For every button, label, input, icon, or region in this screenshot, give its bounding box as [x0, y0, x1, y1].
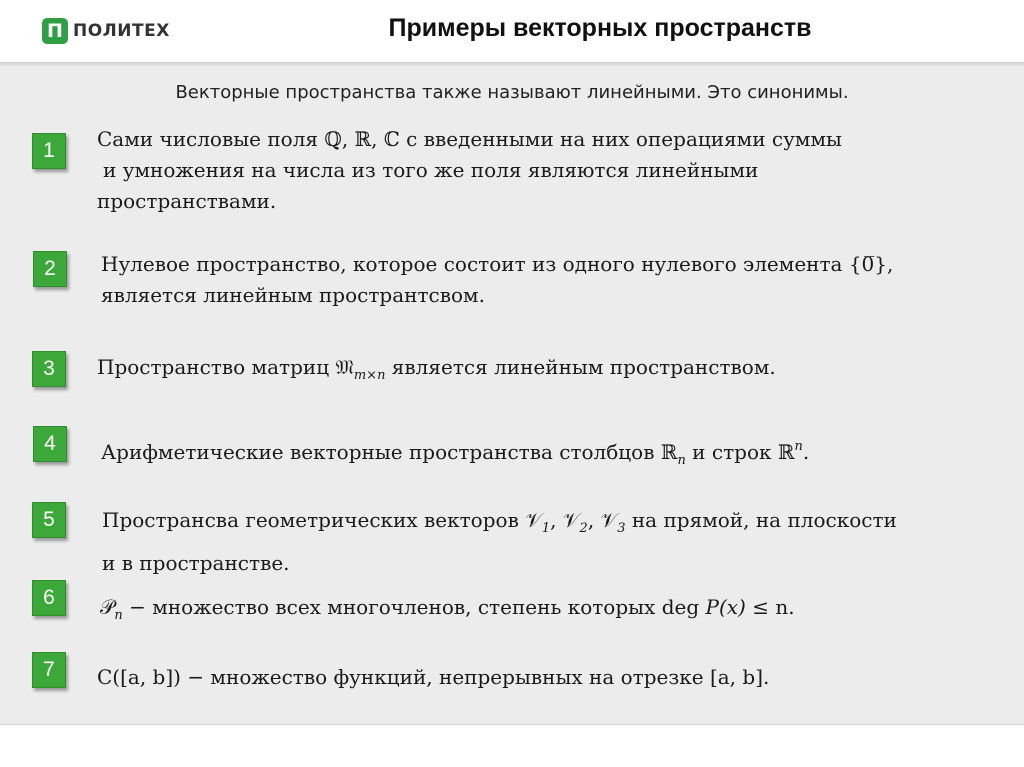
list-item [102, 505, 897, 579]
item-line: Пространсва геометрических векторов 𝒱$_1$, 𝒱$_2$, 𝒱$_3$ на прямой, на плоскости [102, 508, 897, 536]
math-superscript: n [794, 439, 803, 454]
slide-subtitle: Векторные пространства также называют линейными. Это синонимы. [175, 82, 849, 103]
item-number-badge: 1 [32, 133, 66, 169]
item-line: является линейным пространтсвом. [101, 283, 485, 307]
math-subscript: n [114, 608, 123, 623]
math-subscript: m×n [353, 368, 386, 383]
item-text: ≤ n. [745, 595, 795, 619]
item-number-badge: 5 [32, 502, 66, 538]
header [0, 0, 1024, 62]
math-expression: P(x) [705, 595, 746, 619]
math-symbol: 𝔐 [335, 355, 354, 379]
item-line: Нулевое пространство, которое состоит из одного нулевого элемента {0̅}, [101, 252, 894, 276]
math-symbol: ℝ [777, 440, 795, 464]
item-number-badge: 3 [32, 351, 66, 387]
item-text: на прямой, на плоскости [625, 508, 897, 532]
item-text: − множество всех многочленов, степень которых deg [122, 595, 706, 619]
item-text: . [802, 440, 810, 464]
list-item [100, 592, 795, 631]
item-text: и строк [685, 440, 778, 464]
math-subscript: n [677, 453, 686, 468]
page-title: Примеры векторных пространств [388, 14, 812, 42]
math-symbol: 𝒫 [100, 595, 115, 619]
list-item [101, 249, 893, 311]
logo-text: ПОЛИТЕХ [73, 21, 170, 41]
item-number-badge: 4 [33, 426, 67, 462]
math-subscript: 1 [541, 521, 551, 536]
math-symbol: 𝒱 [600, 508, 618, 532]
item-text: Арифметические векторные пространства столбцов [101, 440, 661, 464]
logo-mark-icon: П [42, 18, 68, 44]
list-item [97, 352, 776, 391]
math-subscript: 3 [617, 521, 626, 536]
item-line: и в пространстве. [102, 551, 290, 575]
item-line: Сами числовые поля ℚ, ℝ, ℂ с введенными на них операциями суммы [97, 127, 842, 151]
list-item [97, 124, 842, 217]
item-number-badge: 6 [32, 580, 66, 616]
list-item [101, 431, 809, 476]
footer-divider [0, 724, 1024, 725]
math-subscript: 2 [579, 521, 588, 536]
math-symbol: 𝒱 [525, 508, 542, 532]
item-text: является линейным пространством. [385, 355, 776, 379]
item-number-badge: 7 [32, 652, 66, 688]
item-line: пространствами. [97, 189, 277, 213]
math-symbol: ℝ [660, 440, 678, 464]
politeh-logo [42, 18, 170, 44]
item-line: и умножения на числа из того же поля являются линейными [103, 158, 759, 182]
list-item [97, 662, 769, 693]
item-text: Пространство матриц [97, 355, 336, 379]
item-text: C([a, b]) − множество функций, непрерывных на отрезке [a, b]. [97, 665, 770, 689]
math-symbol: 𝒱 [562, 508, 580, 532]
item-text: Пространсва геометрических векторов [102, 508, 526, 532]
item-number-badge: 2 [33, 251, 67, 287]
